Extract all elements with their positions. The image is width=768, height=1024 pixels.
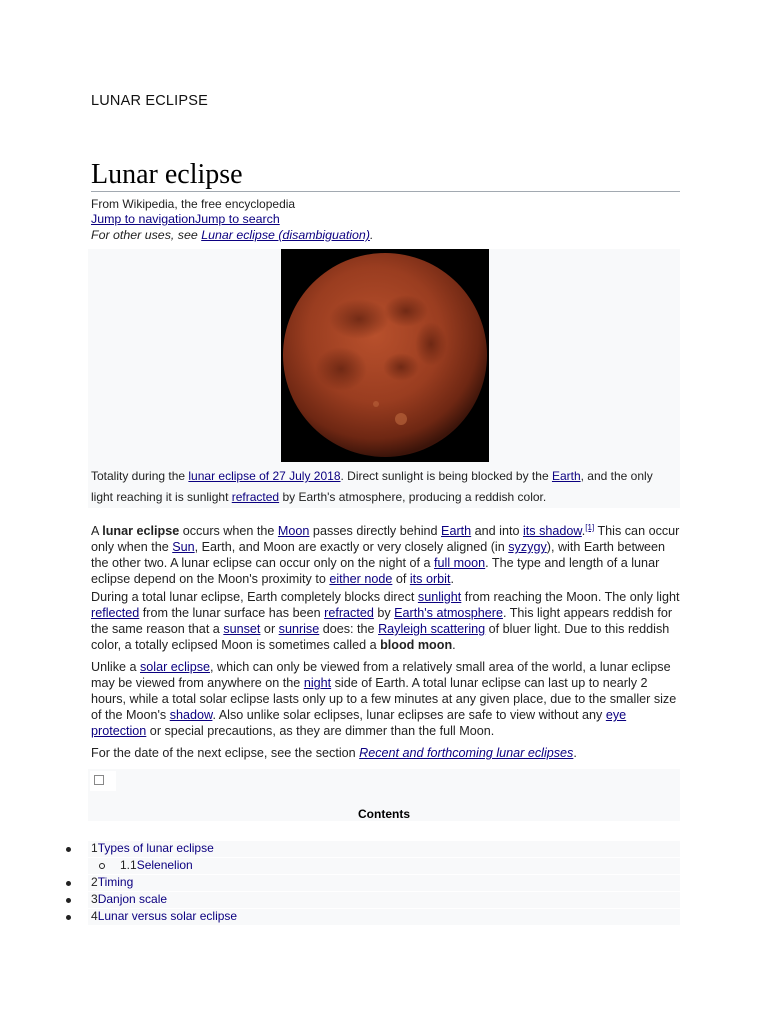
text-run: Unlike a [91, 660, 140, 674]
inline-link[interactable]: sunlight [417, 590, 462, 604]
toc-item-link[interactable]: Selenelion [136, 858, 193, 872]
inline-link[interactable]: Earth [551, 469, 581, 483]
inline-link[interactable]: its shadow [522, 524, 582, 539]
text-run: . This light appears reddish for the same reason that a [91, 606, 673, 636]
page-title: Lunar eclipse [91, 159, 243, 190]
text-run: from the lunar surface has been [139, 606, 325, 620]
toc-item-background [88, 892, 680, 908]
text-run: . [581, 524, 586, 539]
text-run: by [373, 606, 395, 620]
inline-link[interactable]: Moon [277, 524, 310, 539]
text-run: , and the only light reaching it is sunlight [91, 469, 653, 504]
bold-term: blood moon [380, 638, 453, 652]
toc-item-number: 4Lunar versus solar eclipse [91, 909, 238, 923]
text-run: of bluer light. Due to this reddish color, a totally eclipsed Moon is sometimes called a [91, 622, 670, 652]
paragraph [91, 589, 680, 653]
citation-link[interactable]: [1] [585, 523, 595, 532]
text-run: . Direct sunlight is being blocked by the [340, 469, 552, 483]
infobox-figure [88, 249, 680, 508]
text-run: does: the [319, 622, 379, 636]
paragraph [91, 659, 680, 739]
paragraph-visibility [91, 659, 680, 739]
paragraph-next-eclipse [91, 745, 680, 761]
moon-image[interactable] [281, 249, 489, 462]
inline-link[interactable]: lunar eclipse of 27 July 2018 [188, 469, 341, 483]
toc-item-number: 2Timing [91, 875, 134, 889]
text-run: from reaching the Moon. The only light [461, 590, 680, 604]
text-run: of [392, 572, 410, 587]
inline-link[interactable]: night [303, 676, 332, 690]
inline-link[interactable]: Recent and forthcoming lunar eclipses [359, 746, 574, 760]
text-run: . The type and length of a lunar eclipse depend on the Moon's proximity to [91, 556, 660, 587]
text-run: During a total lunar eclipse, Earth completely blocks direct [91, 590, 418, 604]
text-run: passes directly behind [309, 524, 442, 539]
inline-link[interactable]: full moon [434, 556, 486, 571]
toc-toggle[interactable] [90, 771, 116, 791]
text-run: by Earth's atmosphere, producing a reddish color. [279, 490, 547, 504]
inline-link[interactable]: syzygy [508, 540, 547, 555]
jump-links [91, 211, 280, 227]
inline-link[interactable]: reflected [91, 606, 140, 620]
text-run: This can occur only when the [91, 524, 680, 555]
bold-term: lunar eclipse [102, 524, 180, 539]
disambiguation-link[interactable]: Lunar eclipse (disambiguation) [201, 228, 370, 242]
jump-to-search-link[interactable]: Jump to search [195, 212, 280, 226]
hatnote-prefix: For other uses, see [91, 228, 202, 242]
text-run: . Also unlike solar eclipses, lunar eclipses are safe to view without any [212, 708, 606, 722]
toc-item-link[interactable]: Types of lunar eclipse [97, 841, 214, 855]
toc-list [0, 840, 680, 925]
inline-link[interactable]: shadow [169, 708, 213, 722]
toc-item-link[interactable]: Lunar versus solar eclipse [97, 909, 238, 923]
toc-item[interactable] [0, 874, 680, 891]
text-run: side of Earth. A total lunar eclipse can last up to nearly 2 hours, while a total solar eclipse lasts only up to a few minutes at any given place, due to the smaller size of the Moon's [91, 676, 677, 722]
toc-item-number: 3Danjon scale [91, 892, 168, 906]
toc-item-number: 1.1Selenelion [120, 858, 193, 872]
checkbox-icon[interactable] [94, 775, 104, 785]
inline-link[interactable]: Sun [172, 540, 195, 555]
inline-link[interactable]: Earth's atmosphere [394, 606, 503, 620]
circle-bullet-icon [99, 863, 105, 869]
text-run: A [91, 524, 103, 539]
inline-link[interactable]: Earth [441, 524, 472, 539]
citation [585, 521, 594, 533]
toc-item-link[interactable]: Danjon scale [97, 892, 168, 906]
document-header: LUNAR ECLIPSE [91, 93, 209, 109]
text-run: and into [471, 524, 523, 539]
text-run: or special precautions, as they are dimmer than the full Moon. [146, 724, 495, 738]
text-run: For the date of the next eclipse, see the section [91, 746, 360, 760]
jump-to-navigation-link[interactable]: Jump to navigation [91, 212, 196, 226]
text-run: . [452, 638, 456, 652]
paragraph [91, 519, 680, 587]
bullet-icon [66, 847, 71, 852]
hatnote-suffix: . [369, 228, 374, 242]
toc-item[interactable] [0, 840, 680, 857]
inline-link[interactable]: Rayleigh scattering [378, 622, 486, 636]
inline-link[interactable]: eye protection [91, 708, 627, 738]
paragraph [91, 745, 680, 761]
toc-title: Contents [358, 807, 410, 821]
title-divider [91, 191, 680, 192]
text-run: , which can only be viewed from a relatively small area of the world, a lunar eclipse may be viewed from anywhere on the [91, 660, 671, 690]
bullet-icon [66, 898, 71, 903]
figure-caption [91, 466, 677, 508]
toc-item-background [88, 875, 680, 891]
paragraph-intro [91, 519, 680, 587]
toc-item[interactable] [0, 891, 680, 908]
text-run: or [260, 622, 279, 636]
text-run: , Earth, and Moon are exactly or very closely aligned (in [194, 540, 509, 555]
bullet-icon [66, 915, 71, 920]
toc-item-link[interactable]: Timing [97, 875, 134, 889]
hatnote [91, 227, 373, 243]
toc-item[interactable] [0, 857, 680, 874]
text-run: . [573, 746, 577, 760]
text-run: ), with Earth between the other two. A lunar eclipse can occur only on the night of a [91, 540, 666, 571]
inline-link[interactable]: refracted [231, 490, 280, 504]
text-run: . [450, 572, 454, 587]
text-run: occurs when the [179, 524, 278, 539]
toc-item-number: 1Types of lunar eclipse [91, 841, 214, 855]
inline-link[interactable]: either node [329, 572, 393, 587]
inline-link[interactable]: solar eclipse [140, 660, 210, 674]
inline-link[interactable]: sunset [223, 622, 261, 636]
inline-link[interactable]: sunrise [278, 622, 320, 636]
inline-link[interactable]: its orbit [409, 572, 451, 587]
paragraph-blood-moon [91, 589, 680, 653]
inline-link[interactable]: refracted [324, 606, 374, 620]
toc-item[interactable] [0, 908, 680, 925]
toc-box [88, 769, 680, 821]
bullet-icon [66, 881, 71, 886]
site-subtitle: From Wikipedia, the free encyclopedia [91, 197, 296, 211]
text-run: Totality during the [91, 469, 189, 483]
